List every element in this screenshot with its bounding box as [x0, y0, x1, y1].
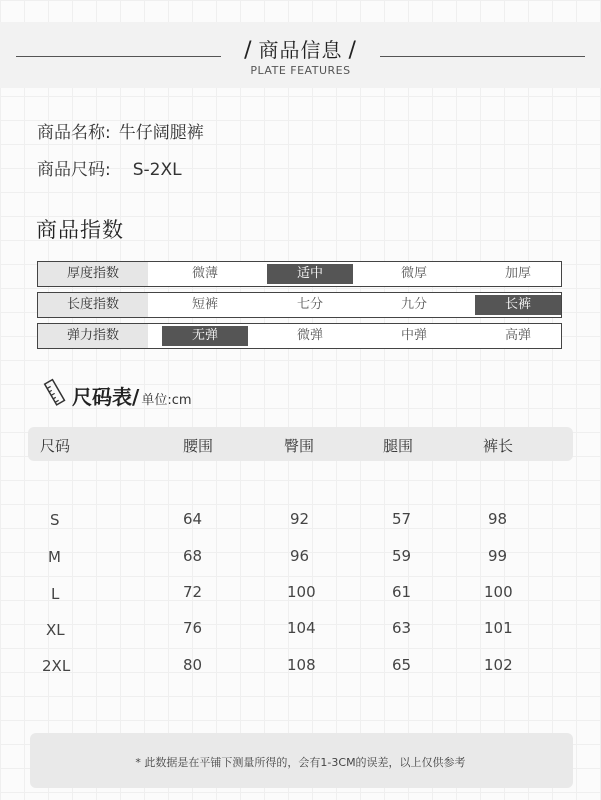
index-row-label: 长度指数: [38, 293, 148, 317]
table-cell-size: XL: [46, 621, 65, 639]
product-name-value: 牛仔阔腿裤: [118, 123, 204, 143]
page-title-text: 商品信息: [258, 38, 343, 62]
index-option: 九分: [400, 297, 427, 312]
product-size-line: [37, 155, 182, 180]
index-option: 微厚: [400, 266, 427, 281]
index-option-selected: 无弹: [162, 326, 248, 346]
ruler-icon: [42, 378, 68, 406]
table-cell: 108: [287, 656, 316, 674]
table-cell: 64: [183, 510, 203, 528]
table-cell: 65: [392, 656, 412, 674]
index-option: 高弹: [504, 328, 531, 343]
index-section-title: 商品指数: [36, 218, 124, 242]
index-option: 微薄: [191, 266, 218, 281]
table-cell: 61: [392, 583, 412, 601]
size-chart-unit: 单位:cm: [141, 393, 192, 408]
table-cell: 92: [290, 510, 310, 528]
table-cell: 63: [392, 619, 412, 637]
measurement-note: * 此数据是在平铺下测量所得的，会有1-3CM的误差，以上仅供参考: [135, 756, 466, 769]
index-option: 七分: [296, 297, 323, 312]
page-subtitle: PLATE FEATURES: [250, 64, 351, 77]
table-header-cell: 尺码: [40, 437, 71, 455]
index-option-selected: 适中: [267, 264, 353, 284]
table-cell: 100: [484, 583, 513, 601]
table-cell-size: L: [51, 585, 60, 603]
table-header-cell: 腰围: [183, 437, 214, 455]
table-cell: 76: [183, 619, 203, 637]
table-header-cell: 裤长: [483, 437, 514, 455]
title-slash-right: /: [348, 38, 357, 63]
index-row-thickness: [37, 261, 562, 287]
product-size-value: S-2XL: [132, 160, 182, 180]
table-cell: 98: [488, 510, 508, 528]
table-cell: 101: [484, 619, 513, 637]
index-row-length: [37, 292, 562, 318]
table-cell: 102: [484, 656, 513, 674]
table-cell-size: M: [48, 548, 61, 566]
table-header-cell: 臀围: [284, 437, 315, 455]
table-header-cell: 腿围: [383, 437, 414, 455]
product-size-label: 商品尺码:: [37, 160, 111, 180]
table-cell: 100: [287, 583, 316, 601]
title-slash-left: /: [244, 38, 253, 63]
table-cell: 57: [392, 510, 412, 528]
table-cell-size: 2XL: [42, 657, 71, 675]
table-cell: 80: [183, 656, 203, 674]
table-cell: 59: [392, 547, 412, 565]
index-option: 中弹: [400, 328, 427, 343]
table-cell: 96: [290, 547, 310, 565]
index-option: 加厚: [504, 266, 531, 281]
table-cell: 99: [488, 547, 508, 565]
index-row-label: 弹力指数: [38, 324, 148, 348]
product-name-line: [37, 118, 204, 143]
table-cell-size: S: [50, 511, 60, 529]
index-option-selected: 长裤: [475, 295, 561, 315]
table-cell: 68: [183, 547, 203, 565]
table-cell: 104: [287, 619, 316, 637]
product-name-label: 商品名称:: [37, 123, 111, 143]
table-cell: 72: [183, 583, 203, 601]
size-chart-title: [72, 381, 192, 410]
index-row-elasticity: [37, 323, 562, 349]
index-option: 微弹: [296, 328, 323, 343]
page-title: [0, 34, 601, 63]
index-option: 短裤: [191, 297, 218, 312]
index-row-label: 厚度指数: [38, 262, 148, 286]
size-chart-title-text: 尺码表/: [72, 385, 140, 409]
